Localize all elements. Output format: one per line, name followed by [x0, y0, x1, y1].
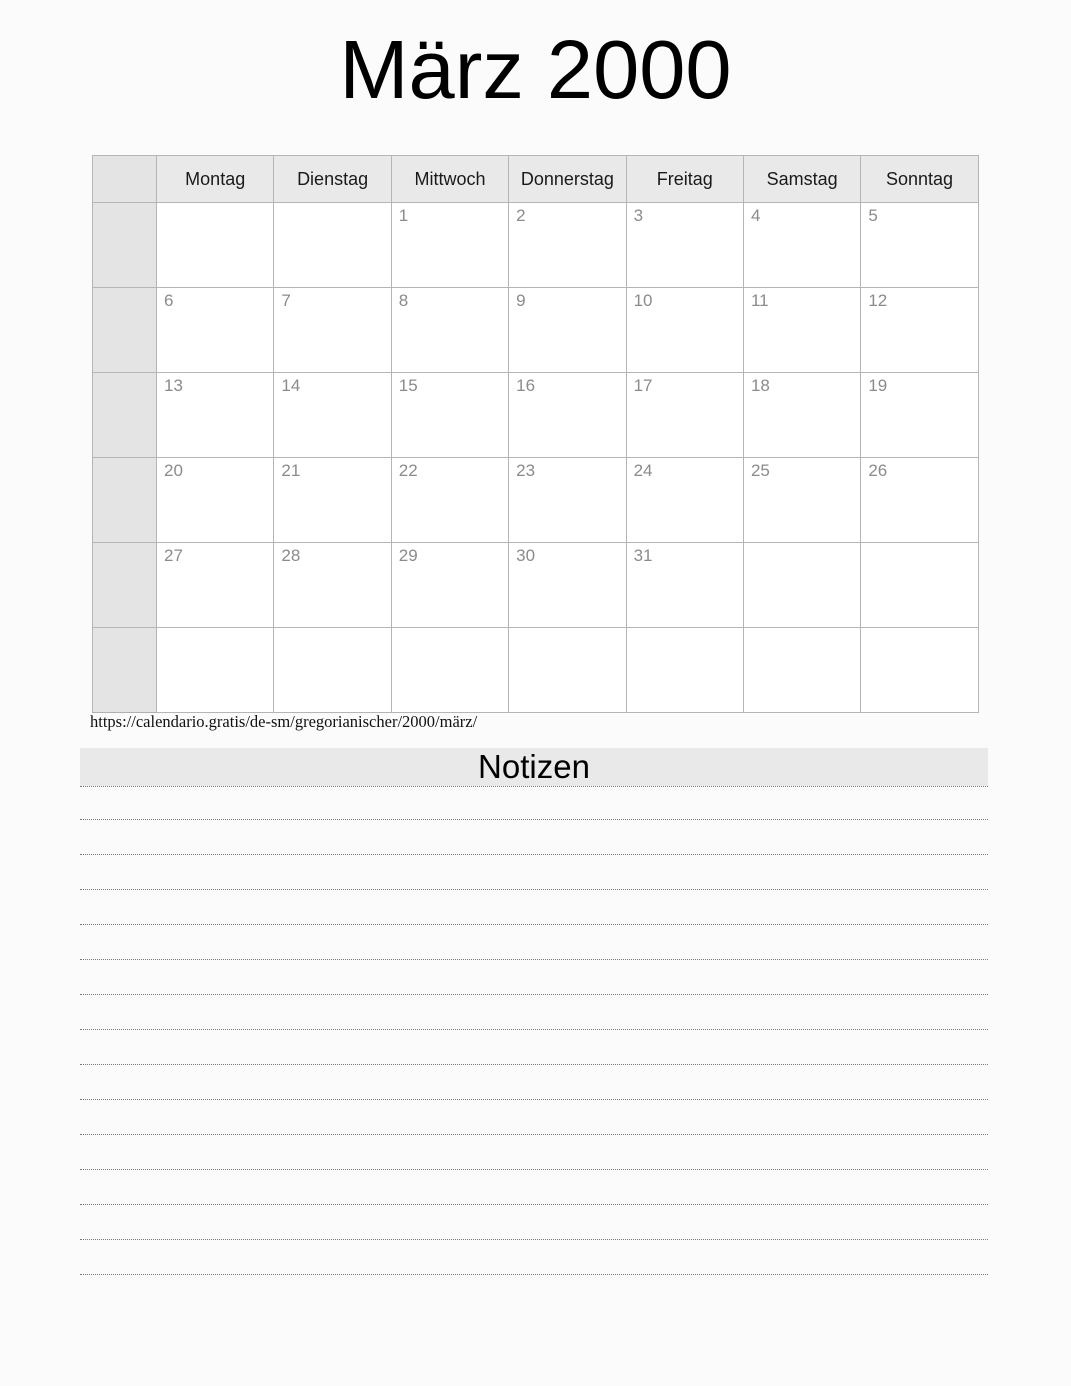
day-number — [157, 628, 273, 632]
day-number — [861, 543, 977, 547]
calendar-week-row — [93, 543, 979, 628]
day-number — [274, 203, 390, 207]
day-cell[interactable] — [274, 458, 391, 543]
day-number: 4 — [750, 206, 761, 225]
day-number: 8 — [398, 291, 409, 310]
day-number: 19 — [868, 376, 888, 395]
day-number: 6 — [164, 291, 174, 310]
day-cell[interactable] — [391, 543, 508, 628]
week-number-cell — [93, 288, 157, 373]
day-cell[interactable] — [626, 628, 743, 713]
week-number-cell — [93, 373, 157, 458]
day-number: 18 — [750, 376, 770, 395]
note-line[interactable] — [80, 890, 988, 925]
day-cell[interactable] — [626, 288, 743, 373]
day-cell[interactable] — [157, 373, 274, 458]
day-number — [509, 628, 625, 632]
source-url[interactable]: https://calendario.gratis/de-sm/gregorianischer/2000/märz/ — [90, 712, 478, 731]
note-line[interactable] — [80, 1065, 988, 1100]
weekday-header-dienstag: Dienstag — [274, 156, 391, 203]
note-line[interactable] — [80, 786, 988, 820]
day-number — [274, 628, 390, 632]
day-number: 12 — [868, 291, 888, 310]
day-number: 16 — [516, 376, 536, 395]
day-number: 22 — [398, 461, 418, 480]
day-cell[interactable] — [509, 203, 626, 288]
day-number: 23 — [516, 461, 536, 480]
day-number: 13 — [164, 376, 183, 395]
day-number: 1 — [398, 206, 409, 225]
calendar-week-row — [93, 203, 979, 288]
day-number: 5 — [868, 206, 878, 225]
day-cell[interactable] — [391, 288, 508, 373]
calendar-week-row — [93, 458, 979, 543]
day-number — [157, 203, 273, 207]
day-cell[interactable] — [509, 373, 626, 458]
day-cell[interactable] — [626, 543, 743, 628]
day-cell[interactable] — [861, 628, 978, 713]
calendar-week-row — [93, 288, 979, 373]
day-cell[interactable] — [743, 628, 860, 713]
day-cell[interactable] — [157, 288, 274, 373]
note-line[interactable] — [80, 820, 988, 855]
day-cell[interactable] — [743, 288, 860, 373]
day-cell[interactable] — [626, 203, 743, 288]
note-line[interactable] — [80, 1100, 988, 1135]
notes-section — [80, 748, 988, 1275]
day-cell[interactable] — [626, 373, 743, 458]
day-cell[interactable] — [274, 288, 391, 373]
day-cell[interactable] — [509, 288, 626, 373]
page-title: März 2000 — [339, 23, 732, 116]
day-number — [861, 628, 977, 632]
day-number — [744, 628, 860, 632]
day-cell[interactable] — [274, 543, 391, 628]
note-line[interactable] — [80, 960, 988, 995]
day-cell[interactable] — [861, 203, 978, 288]
week-number-cell — [93, 203, 157, 288]
day-cell[interactable] — [743, 373, 860, 458]
day-cell[interactable] — [861, 543, 978, 628]
calendar-table-wrapper — [92, 155, 978, 713]
weekday-header-freitag: Freitag — [626, 156, 743, 203]
note-line[interactable] — [80, 1240, 988, 1275]
weekday-header-mittwoch: Mittwoch — [391, 156, 508, 203]
note-line[interactable] — [80, 1170, 988, 1205]
day-cell[interactable] — [509, 628, 626, 713]
day-number: 30 — [516, 546, 536, 565]
day-cell[interactable] — [509, 543, 626, 628]
week-number-cell — [93, 543, 157, 628]
day-number: 17 — [633, 376, 653, 395]
week-number-cell — [93, 628, 157, 713]
note-line[interactable] — [80, 855, 988, 890]
day-cell[interactable] — [274, 628, 391, 713]
day-cell[interactable] — [157, 458, 274, 543]
day-cell[interactable] — [157, 543, 274, 628]
note-line[interactable] — [80, 1030, 988, 1065]
day-number: 11 — [750, 291, 769, 310]
day-number — [627, 628, 743, 632]
day-number: 14 — [281, 376, 301, 395]
calendar-week-row — [93, 373, 979, 458]
day-number — [392, 628, 508, 632]
day-cell[interactable] — [861, 458, 978, 543]
weekday-header-samstag: Samstag — [743, 156, 860, 203]
day-cell[interactable] — [274, 203, 391, 288]
calendar-header-row — [93, 156, 979, 203]
note-line[interactable] — [80, 1205, 988, 1240]
day-cell[interactable] — [626, 458, 743, 543]
day-number: 27 — [164, 546, 183, 565]
note-line[interactable] — [80, 925, 988, 960]
day-number: 28 — [281, 546, 301, 565]
day-cell[interactable] — [509, 458, 626, 543]
day-cell[interactable] — [861, 373, 978, 458]
note-line[interactable] — [80, 995, 988, 1030]
weekday-header-sonntag: Sonntag — [861, 156, 978, 203]
week-number-column-header — [93, 156, 157, 203]
day-number: 29 — [398, 546, 418, 565]
day-number — [744, 543, 860, 547]
day-cell[interactable] — [743, 458, 860, 543]
day-cell[interactable] — [861, 288, 978, 373]
day-number: 2 — [516, 206, 526, 225]
weekday-header-montag: Montag — [157, 156, 274, 203]
day-cell[interactable] — [743, 203, 860, 288]
week-number-cell — [93, 458, 157, 543]
day-number: 20 — [164, 461, 183, 480]
day-cell[interactable] — [274, 373, 391, 458]
calendar-table — [92, 155, 979, 713]
day-number: 9 — [516, 291, 526, 310]
notes-heading: Notizen — [80, 748, 988, 786]
day-number: 24 — [633, 461, 653, 480]
day-number: 21 — [281, 461, 301, 480]
day-number: 31 — [633, 546, 653, 565]
calendar-week-row — [93, 628, 979, 713]
day-number: 7 — [281, 291, 291, 310]
day-number: 15 — [398, 376, 418, 395]
day-number: 3 — [633, 206, 644, 225]
calendar-body — [93, 203, 979, 713]
day-cell[interactable] — [391, 628, 508, 713]
note-line[interactable] — [80, 1135, 988, 1170]
day-number: 25 — [750, 461, 770, 480]
day-cell[interactable] — [157, 628, 274, 713]
day-cell[interactable] — [391, 373, 508, 458]
day-cell[interactable] — [157, 203, 274, 288]
day-cell[interactable] — [391, 203, 508, 288]
day-number: 10 — [633, 291, 653, 310]
day-cell[interactable] — [391, 458, 508, 543]
weekday-header-donnerstag: Donnerstag — [509, 156, 626, 203]
day-cell[interactable] — [743, 543, 860, 628]
day-number: 26 — [868, 461, 888, 480]
